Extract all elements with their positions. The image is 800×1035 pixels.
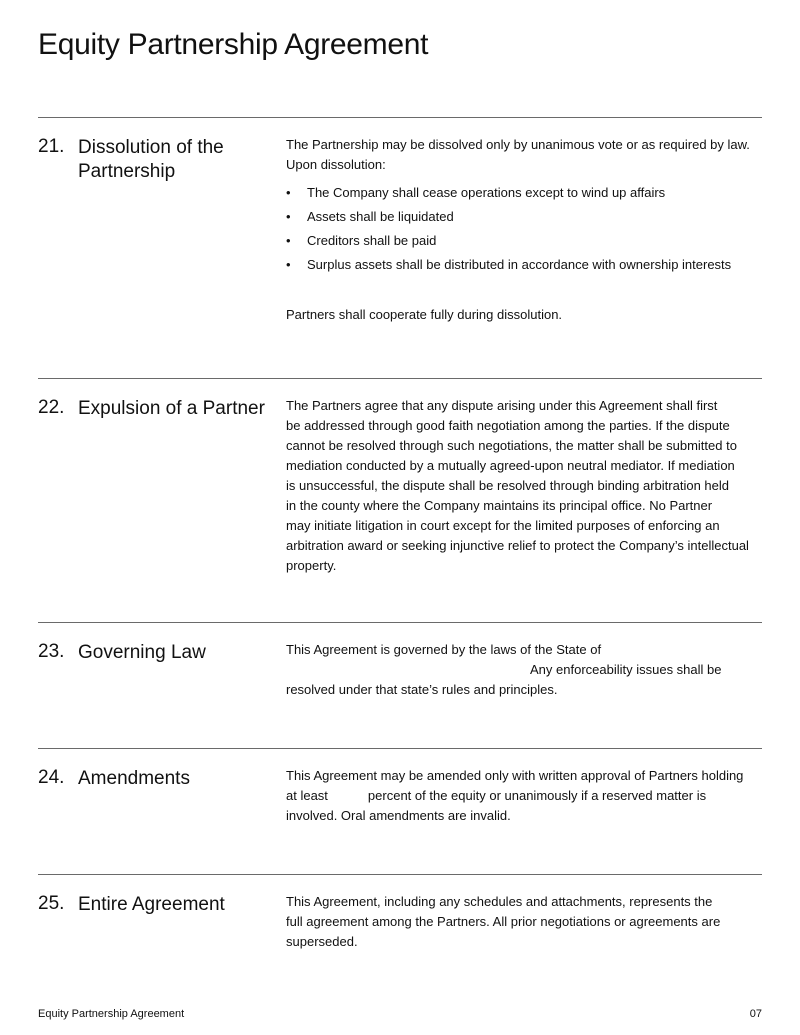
section-23 [38,622,762,697]
list-item-text: Creditors shall be paid [307,233,437,248]
section-body [286,892,766,952]
list-item-text: The Company shall cease operations except to wind up affairs [307,185,666,200]
section-number: 21. [38,136,65,157]
section-heading: Governing Law [78,642,206,663]
list-item [286,231,766,251]
section-heading: Dissolution of the Partnership [78,137,224,182]
closing-line: Partners shall cooperate fully during dissolution. [286,307,563,322]
body-line: may initiate litigation in court except for the limited purposes of enforcing an [286,518,720,533]
body-line: cannot be resolved through such negotiations, the matter shall be submitted to [286,438,737,453]
section-heading: Entire Agreement [78,894,225,915]
body-line: be addressed through good faith negotiation among the parties. If the dispute [286,418,730,433]
list-item [286,207,766,227]
bullet-icon: • [286,185,291,200]
section-body [286,766,766,826]
list-item-text: Assets shall be liquidated [307,209,454,224]
body-text: Any enforceability issues shall be [530,662,722,677]
body-line [286,786,766,806]
body-line: arbitration award or seeking injunctive relief to protect the Company’s intellectual [286,538,749,553]
body-line: This Agreement, including any schedules and attachments, represents the [286,894,713,909]
body-line: This Agreement is governed by the laws of the State of [286,642,602,657]
list-item-text: Surplus assets shall be distributed in accordance with ownership interests [307,257,732,272]
body-text: at least [286,788,328,803]
section-heading: Expulsion of a Partner [78,398,265,419]
section-number: 25. [38,893,65,914]
body-text: percent of the equity or unanimously if a reserved matter is [367,788,707,803]
body-line [286,660,766,680]
body-line: The Partners agree that any dispute arising under this Agreement shall first [286,398,718,413]
bullet-icon: • [286,257,291,272]
body-line: Upon dissolution: [286,157,386,172]
body-line: mediation conducted by a mutually agreed-upon neutral mediator. If mediation [286,458,735,473]
bullet-icon: • [286,209,291,224]
body-line: resolved under that state’s rules and principles. [286,682,558,697]
body-line: full agreement among the Partners. All prior negotiations or agreements are [286,914,721,929]
body-line: in the county where the Company maintains its principal office. No Partner [286,498,713,513]
body-line: property. [286,558,337,573]
section-22 [38,378,762,573]
footer-title: Equity Partnership Agreement [38,1008,185,1020]
section-25 [38,874,762,949]
list-item [286,255,766,275]
section-number: 23. [38,641,65,662]
section-21 [38,117,762,322]
bullet-list [286,183,766,275]
body-line: is unsuccessful, the dispute shall be resolved through binding arbitration held [286,478,729,493]
section-body [286,135,766,325]
bullet-icon: • [286,233,291,248]
page-number: 07 [749,1008,762,1020]
page-title: Equity Partnership Agreement [38,28,429,61]
list-item [286,183,766,203]
section-body [286,396,766,576]
section-body [286,640,766,700]
body-line: The Partnership may be dissolved only by unanimous vote or as required by law. [286,137,750,152]
body-line: This Agreement may be amended only with written approval of Partners holding [286,768,744,783]
body-line: involved. Oral amendments are invalid. [286,808,511,823]
section-24 [38,748,762,823]
section-number: 24. [38,767,65,788]
body-line: superseded. [286,934,358,949]
section-number: 22. [38,397,65,418]
section-heading: Amendments [78,768,190,789]
